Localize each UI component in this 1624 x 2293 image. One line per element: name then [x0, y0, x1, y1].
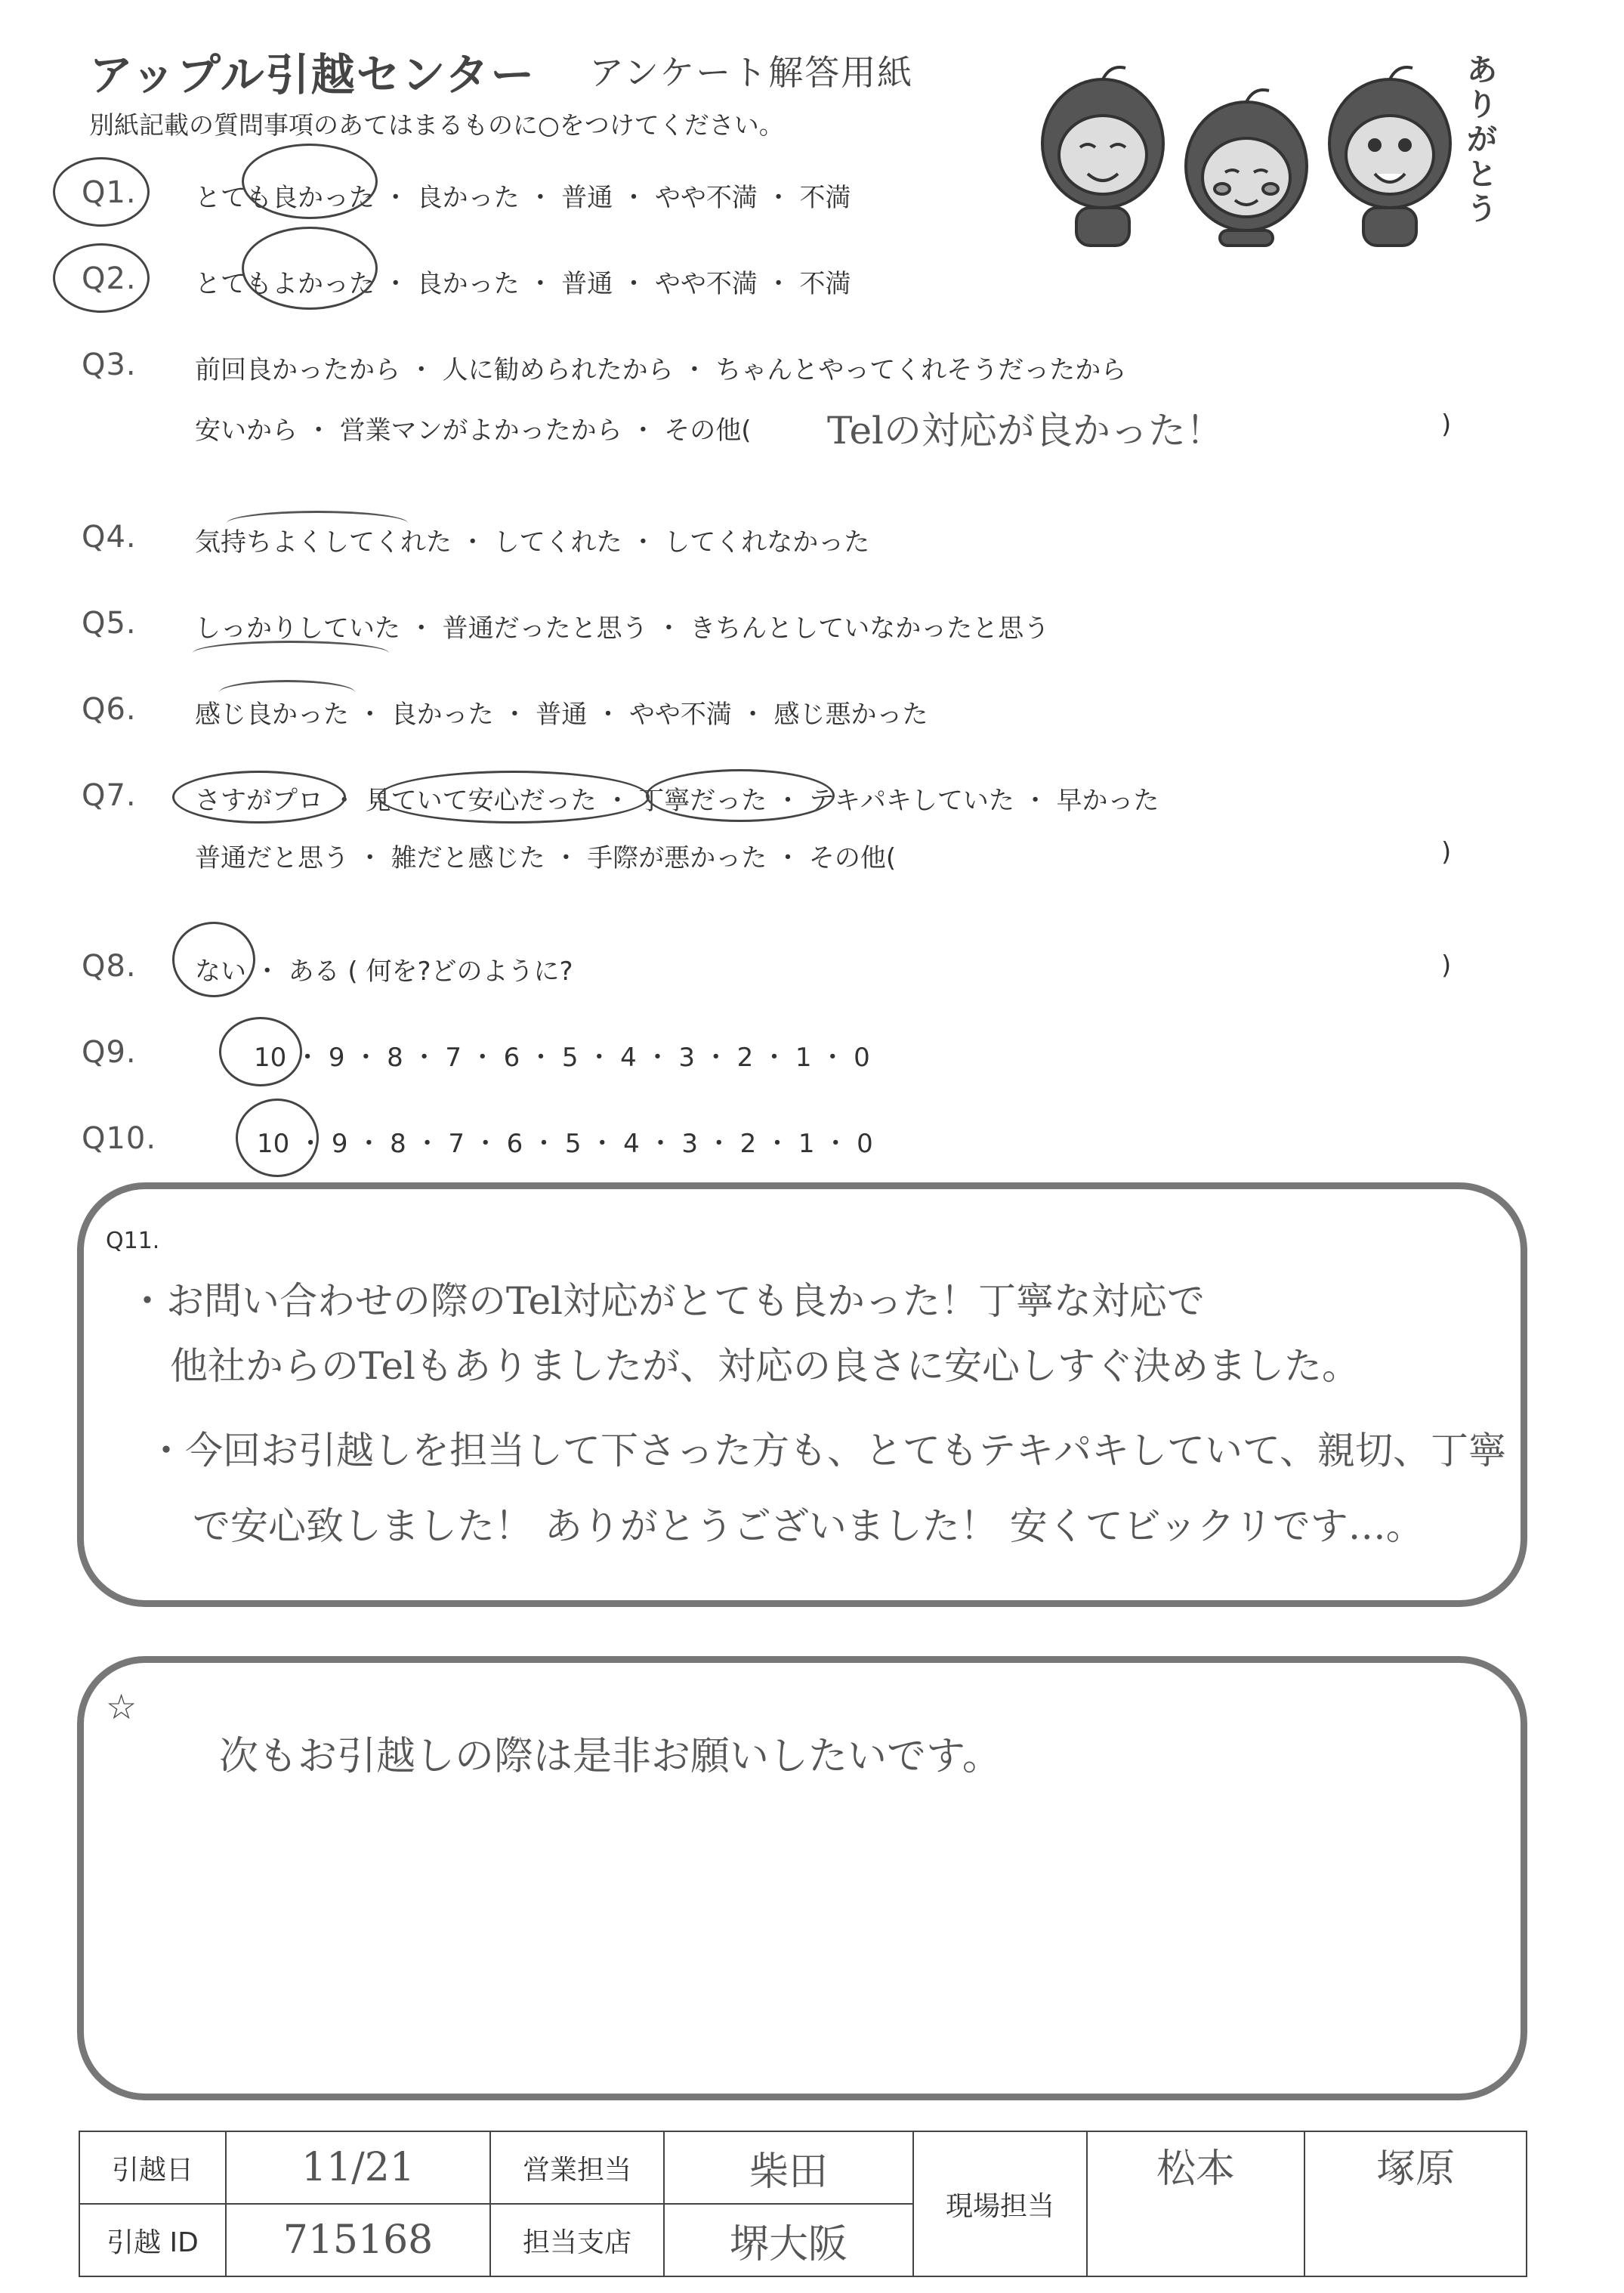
instruction-text: 別紙記載の質問事項のあてはまるものに○をつけてください。: [89, 110, 784, 140]
move-date-value: 11/21: [226, 2131, 490, 2204]
q7-line-2: 普通だと思う ・ 雑だと感じた ・ 手際が悪かった ・ その他(: [195, 843, 897, 873]
q3-close-paren: ): [1441, 409, 1452, 440]
q5-answer-mark: [193, 641, 389, 666]
q11-comment-line-3: ・今回お引越しを担当して下さった方も、とてもテキパキしていて、親切、丁寧: [147, 1429, 1506, 1473]
q7-line-1: さすがプロ ・ 見ていて安心だった ・ 丁寧だった ・ テキパキしていた ・ 早かった: [195, 786, 1159, 816]
q2-answer-circle: [242, 227, 378, 310]
q7-label: Q7.: [82, 778, 137, 813]
q11-comment-line-2: 他社からのTelもありましたが、対応の良さに安心しすぐ決めました。: [170, 1344, 1360, 1388]
q7-answer-circle-1: [172, 771, 346, 824]
branch-value: 堺大阪: [664, 2204, 913, 2276]
company-name: アップル引越センター: [89, 49, 536, 100]
q5-options: しっかりしていた ・ 普通だったと思う ・ きちんとしていなかったと思う: [195, 613, 1050, 644]
q8-answer-circle: [172, 922, 255, 997]
q3-label: Q3.: [82, 348, 137, 382]
site-staff-label: 現場担当: [913, 2131, 1087, 2276]
form-title: アンケート解答用紙: [589, 52, 914, 93]
star-comment-text: 次もお引越しの際は是非お願いしたいです。: [219, 1734, 1002, 1779]
move-date-label: 引越日: [79, 2131, 226, 2204]
q9-options: 10 ・ 9 ・ 8 ・ 7 ・ 6 ・ 5 ・ 4 ・ 3 ・ 2 ・ 1 ・ 0: [254, 1043, 870, 1073]
q10-options: 10 ・ 9 ・ 8 ・ 7 ・ 6 ・ 5 ・ 4 ・ 3 ・ 2 ・ 1 ・ 0: [257, 1129, 873, 1159]
monkey-mascot-icon: [1005, 45, 1488, 249]
move-id-label: 引越 ID: [79, 2204, 226, 2276]
branch-label: 担当支店: [490, 2204, 664, 2276]
move-id-value: 715168: [226, 2204, 490, 2276]
q8-close-paren: ): [1441, 950, 1452, 981]
thanks-text: ありがとう: [1467, 53, 1497, 227]
sales-label: 営業担当: [490, 2131, 664, 2204]
q2-label-circle: [53, 243, 150, 313]
q11-comment-line-4: で安心致しました！ ありがとうございました！ 安くてビックリです…。: [193, 1504, 1424, 1548]
q5-label: Q5.: [82, 606, 137, 641]
q1-label: Q1.: [82, 175, 137, 210]
star-comment-box: [77, 1656, 1527, 2100]
sales-value: 柴田: [664, 2131, 913, 2204]
q1-answer-circle: [242, 144, 378, 219]
q1-options: とても良かった ・ 良かった ・ 普通 ・ やや不満 ・ 不満: [195, 183, 851, 213]
q11-comment-line-1: ・お問い合わせの際のTel対応がとても良かった！丁寧な対応で: [128, 1279, 1206, 1323]
q6-answer-mark: [219, 680, 355, 705]
q2-options: とてもよかった ・ 良かった ・ 普通 ・ やや不満 ・ 不満: [195, 269, 851, 299]
star-icon: ☆: [106, 1686, 137, 1727]
q4-options: 気持ちよくしてくれた ・ してくれた ・ してくれなかった: [195, 527, 870, 558]
q7-answer-circle-3: [646, 769, 835, 822]
q9-answer-circle: [219, 1017, 302, 1086]
q11-label: Q11.: [106, 1228, 160, 1254]
move-info-table: [79, 2131, 1527, 2277]
q10-answer-circle: [236, 1099, 319, 1177]
q4-label: Q4.: [82, 520, 137, 555]
q10-label: Q10.: [82, 1121, 157, 1156]
q9-label: Q9.: [82, 1035, 137, 1070]
q7-close-paren: ): [1441, 837, 1452, 867]
q3-line-2: 安いから ・ 営業マンがよかったから ・ その他(: [195, 416, 752, 446]
q1-label-circle: [53, 157, 150, 227]
q6-options: 感じ良かった ・ 良かった ・ 普通 ・ やや不満 ・ 感じ悪かった: [195, 700, 928, 730]
q2-label: Q2.: [82, 261, 137, 296]
q6-label: Q6.: [82, 692, 137, 727]
q8-label: Q8.: [82, 949, 137, 984]
q3-other-answer: Telの対応が良かった！: [827, 409, 1224, 453]
q7-answer-circle-2: [378, 771, 650, 824]
site-staff-2: 塚原: [1304, 2131, 1527, 2276]
q4-answer-mark: [227, 511, 408, 536]
q3-line-1: 前回良かったから ・ 人に勧められたから ・ ちゃんとやってくれそうだったから: [195, 355, 1127, 385]
site-staff-1: 松本: [1087, 2131, 1304, 2276]
q8-options: ない ・ ある ( 何を?どのように?: [195, 956, 573, 987]
